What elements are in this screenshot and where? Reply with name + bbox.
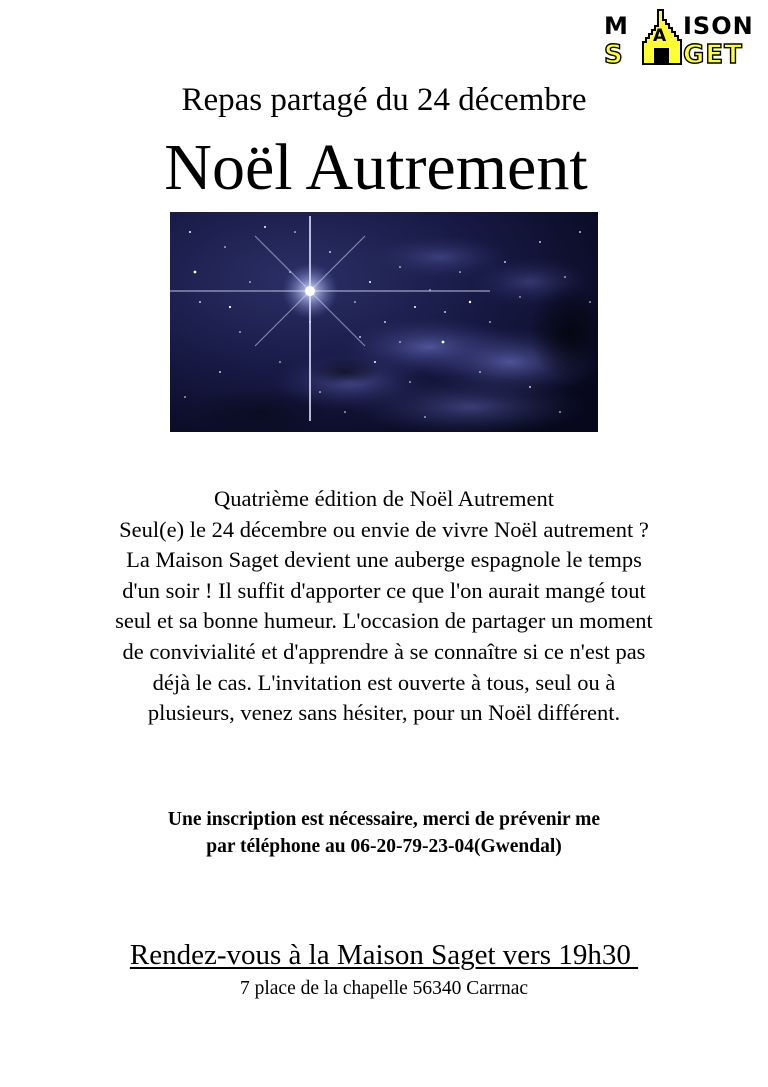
night-sky-star-icon xyxy=(170,212,598,432)
logo-word-ison: ISON xyxy=(683,12,754,40)
notice-line: par téléphone au 06-20-79-23-04(Gwendal) xyxy=(206,836,562,857)
address: 7 place de la chapelle 56340 Carrnac xyxy=(239,978,529,999)
rendezvous-text: Rendez-vous à la Maison Saget vers 19h30 xyxy=(129,939,639,971)
rendezvous-heading xyxy=(0,937,768,973)
maison-saget-logo xyxy=(602,8,756,66)
notice-line: Une inscription est nécessaire, merci de prévenir me xyxy=(167,809,601,830)
description-line: Seul(e) le 24 décembre ou envie de vivre Noël autrement ? xyxy=(119,516,649,542)
registration-notice xyxy=(0,806,768,860)
logo-word-get: GET xyxy=(683,40,743,66)
logo-letter-s: S xyxy=(604,40,623,66)
description-line: Quatrième édition de Noël Autrement xyxy=(214,486,554,511)
subtitle-text: Repas partagé du 24 décembre xyxy=(181,82,587,118)
event-subtitle xyxy=(0,78,768,122)
description-line: plusieurs, venez sans hésiter, pour un Noël différent. xyxy=(147,700,621,726)
logo-letter-m: M xyxy=(604,12,628,40)
house-door xyxy=(654,48,669,64)
house-logo-icon xyxy=(602,8,756,66)
hero-image xyxy=(170,212,598,432)
description-line: déjà le cas. L'invitation est ouverte à tous, seul ou à xyxy=(152,669,616,695)
description-line: La Maison Saget devient une auberge espagnole le temps xyxy=(126,547,642,573)
description-line: d'un soir ! Il suffit d'apporter ce que l'on aurait mangé tout xyxy=(122,577,646,603)
description-line: seul et sa bonne humeur. L'occasion de partager un moment xyxy=(115,608,653,634)
description-line: de convivialité et d'apprendre à se connaître si ce n'est pas xyxy=(122,638,646,664)
event-title: Noël Autrement xyxy=(164,131,588,204)
event-description xyxy=(40,484,728,729)
logo-letter-a: A xyxy=(653,26,667,46)
